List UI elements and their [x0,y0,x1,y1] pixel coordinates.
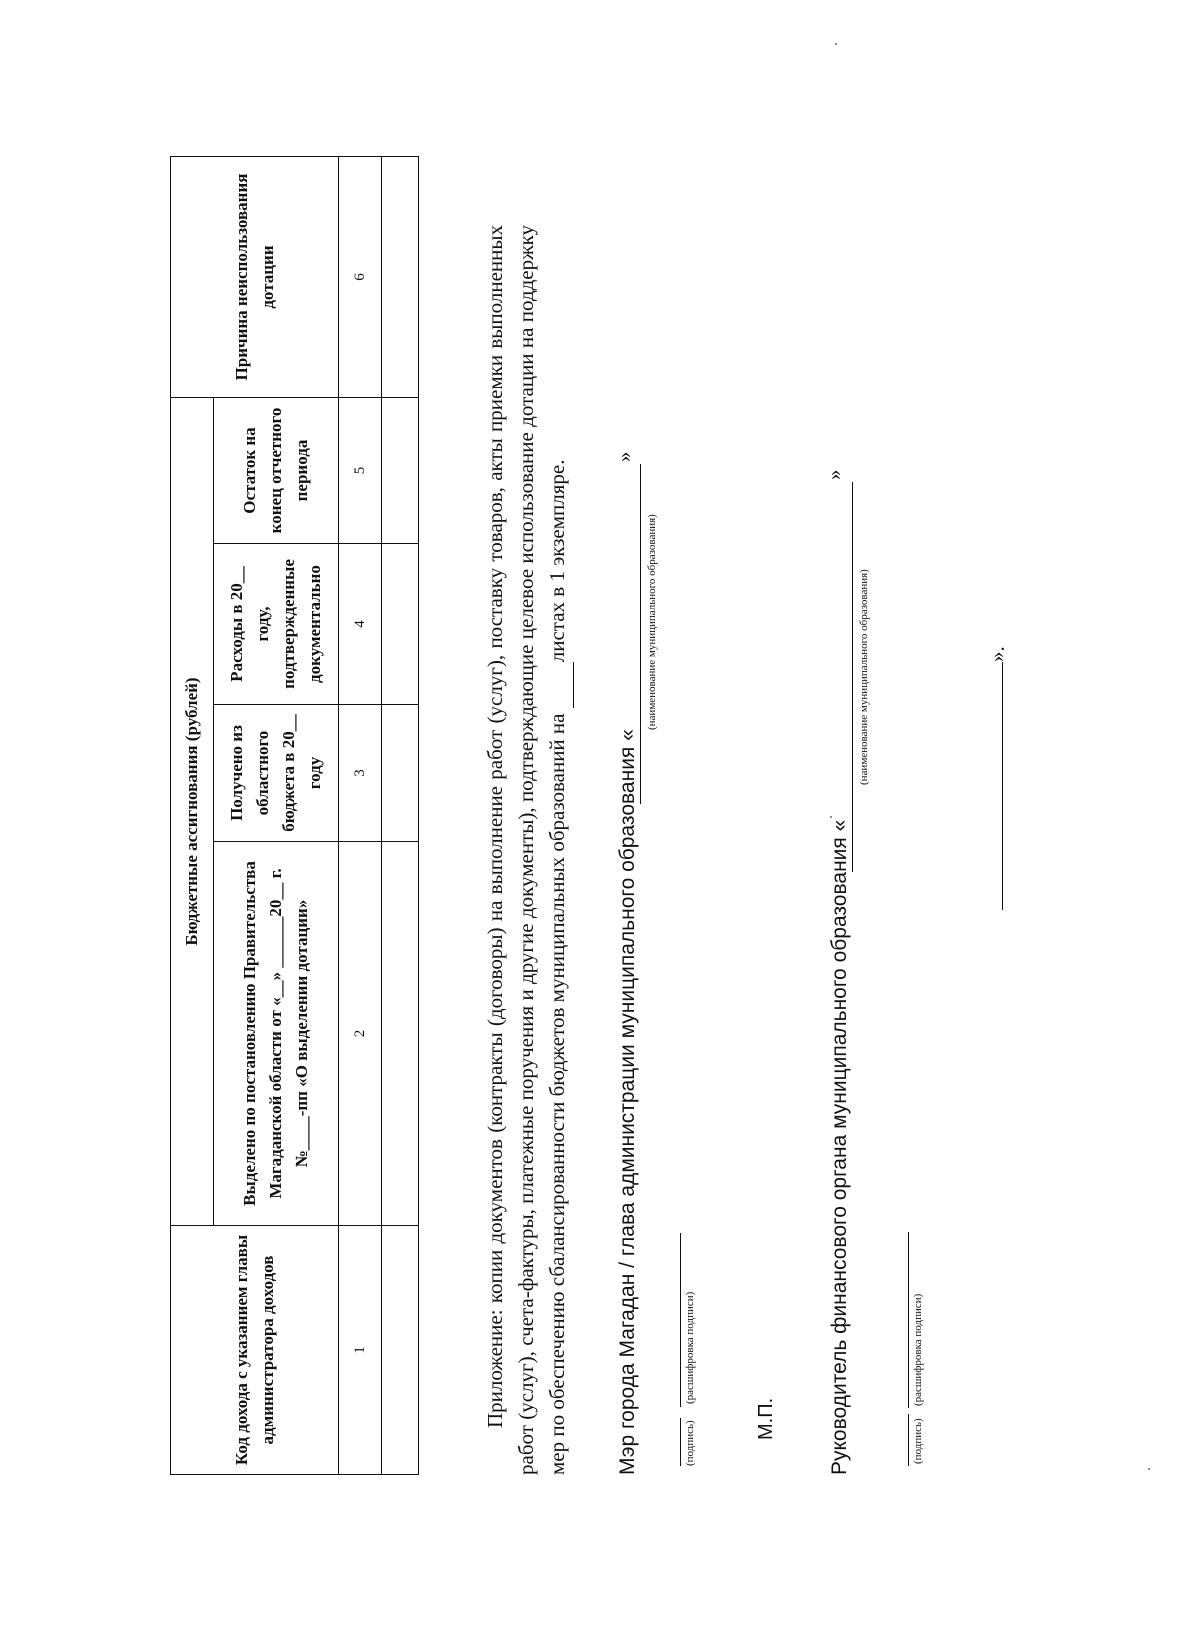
budget-allocations-table [170,156,419,1475]
signature-decoding-blank [908,1232,909,1408]
attachment-paragraph [480,225,574,1475]
scan-speck [1148,1468,1150,1470]
finance-head-signature-label: Руководитель финансового органа муниципального образования « [828,819,851,1475]
caption-municipality-name: (наименование муниципального образования) [646,514,658,730]
header-received: Получено из областного бюджета в 20__ году [214,705,339,842]
column-number: 3 [339,705,382,842]
date-closing-quote: ». [985,646,1009,662]
column-number: 6 [339,157,382,398]
caption-signature: (подпись) [912,1418,924,1464]
caption-signature-decoding: (расшифровка подписи) [912,1293,924,1406]
signature-blank [908,1414,909,1466]
mayor-signature-label: Мэр города Магадан / глава администрации муниципального образования « [616,729,639,1475]
closing-quote: » [822,469,846,480]
municipality-name-blank [640,464,641,804]
header-allocated: Выделено по постановлению Правительства Магаданской области от «__» ______20__ г. №____-пп «О выделении дотации» [214,842,339,1226]
scan-speck [835,43,837,45]
sheet-count-blank [542,662,574,708]
date-blank [1002,662,1003,910]
header-reason-unused: Причина неиспользования дотации [171,157,339,398]
caption-signature: (подпись) [684,1420,696,1466]
signature-blank [680,1418,681,1466]
closing-quote: » [612,451,636,462]
column-number: 2 [339,842,382,1226]
table-cell [382,157,419,398]
table-cell [382,842,419,1226]
column-number: 5 [339,398,382,544]
signature-decoding-blank [680,1233,681,1407]
attachment-text: Приложение: копии документов (контракты (договоры) на выполнение работ (услуг), поставку товаров, акты приемки выполненных работ (услуг), счета-фактуры, платежные поручения и другие документы), подтверждающие целевое использование дотации на поддержку мер по обеспечению сбалансированности бюджетов муниципальных образований на [483,225,569,1475]
table-cell [382,1226,419,1475]
header-budget-allocations: Бюджетные ассигнования (рублей) [171,398,214,1226]
caption-municipality-name: (наименование муниципального образования) [858,569,870,785]
column-number: 1 [339,1226,382,1475]
table-cell [382,398,419,544]
municipality-name-blank [852,482,853,872]
attachment-text-end: листах в 1 экземпляре. [545,459,569,663]
header-income-code: Код дохода с указанием главы администратора доходов [171,1226,339,1475]
header-expenses: Расходы в 20__ году, подтвержденные документально [214,544,339,705]
header-remaining: Остаток на конец отчетного периода [214,398,339,544]
table-cell [382,705,419,842]
column-number: 4 [339,544,382,705]
caption-signature-decoding: (расшифровка подписи) [684,1291,696,1404]
stamp-place: М.П. [755,1397,777,1440]
table-cell [382,544,419,705]
scan-speck [830,816,832,818]
